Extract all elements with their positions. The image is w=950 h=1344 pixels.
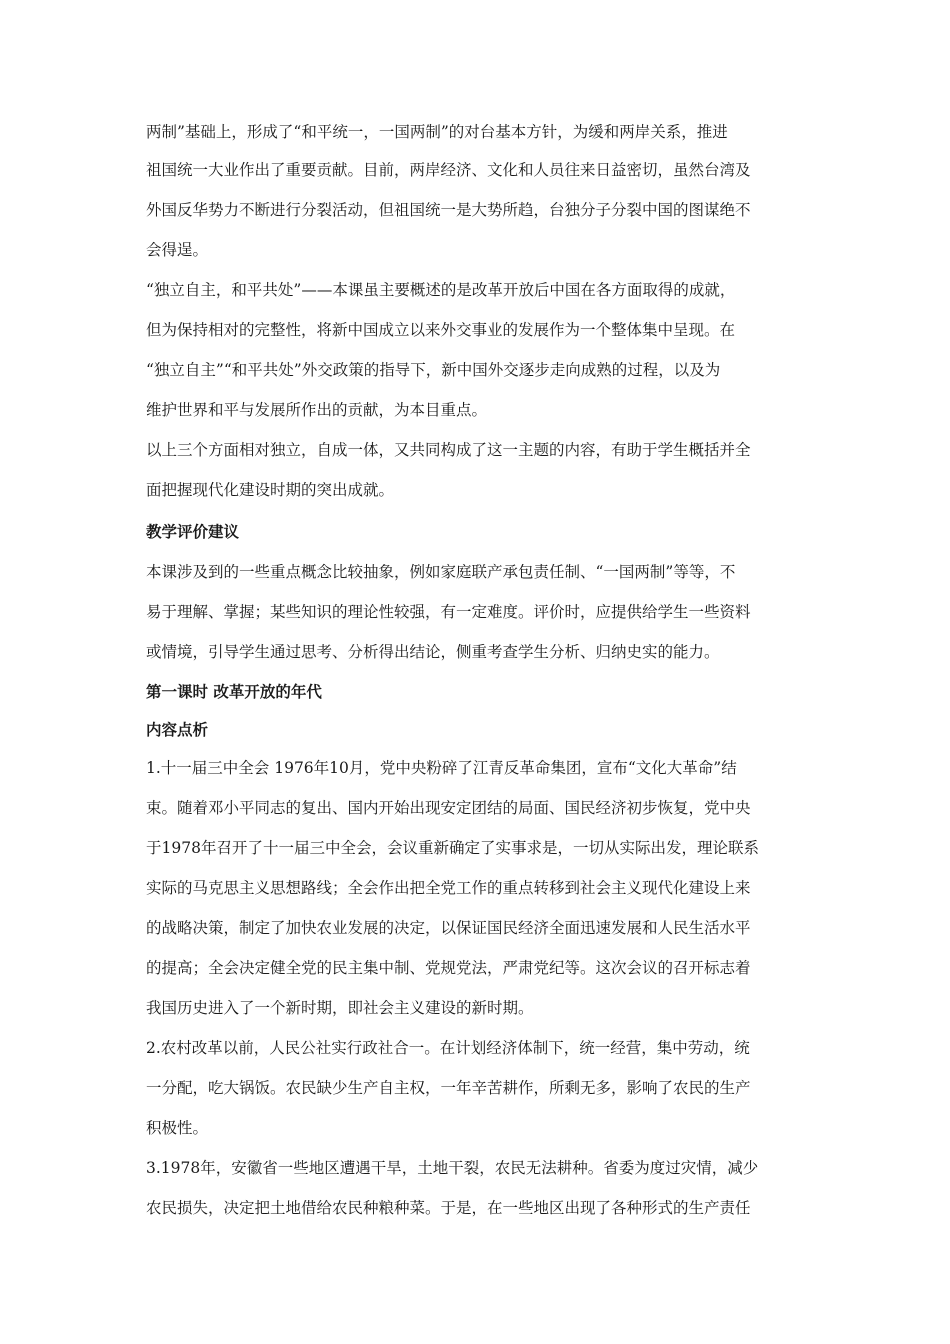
text-line: 积极性。: [146, 1119, 209, 1137]
text-line: 或情境，引导学生通过思考、分析得出结论，侧重考查学生分析、归纳史实的能力。: [146, 643, 720, 661]
section-heading: 教学评价建议: [146, 523, 240, 541]
section-heading: 第一课时 改革开放的年代: [146, 683, 322, 701]
text-line: 的战略决策，制定了加快农业发展的决定，以保证国民经济全面迅速发展和人民生活水平: [146, 919, 751, 937]
text-line: 祖国统一大业作出了重要贡献。目前，两岸经济、文化和人员往来日益密切，虽然台湾及: [146, 161, 751, 179]
text-line: 会得逞。: [146, 241, 209, 259]
text-line: 外国反华势力不断进行分裂活动，但祖国统一是大势所趋，台独分子分裂中国的图谋绝不: [146, 201, 751, 219]
text-line: 一分配，吃大锅饭。农民缺少生产自主权，一年辛苦耕作，所剩无多，影响了农民的生产: [146, 1079, 751, 1097]
text-line: “独立自主，和平共处”——本课虽主要概述的是改革开放后中国在各方面取得的成就，: [146, 281, 736, 299]
text-line: 以上三个方面相对独立，自成一体，又共同构成了这一主题的内容，有助于学生概括并全: [146, 441, 751, 459]
text-line: 本课涉及到的一些重点概念比较抽象，例如家庭联产承包责任制、“一国两制”等等，不: [146, 563, 736, 581]
text-line: 的提高；全会决定健全党的民主集中制、党规党法，严肃党纪等。这次会议的召开标志着: [146, 959, 751, 977]
text-line: 两制”基础上，形成了“和平统一，一国两制”的对台基本方针，为缓和两岸关系，推进: [146, 123, 728, 141]
text-line: 于1978年召开了十一届三中全会，会议重新确定了实事求是，一切从实际出发，理论联系: [146, 839, 759, 857]
text-line: 束。随着邓小平同志的复出、国内开始出现安定团结的局面、国民经济初步恢复，党中央: [146, 799, 751, 817]
text-line: 面把握现代化建设时期的突出成就。: [146, 481, 395, 499]
text-line: 3.1978年，安徽省一些地区遭遇干旱，土地干裂，农民无法耕种。省委为度过灾情，减少: [146, 1159, 759, 1177]
text-line: 实际的马克思主义思想路线；全会作出把全党工作的重点转移到社会主义现代化建设上来: [146, 879, 751, 897]
section-heading: 内容点析: [146, 721, 209, 739]
text-line: 农民损失，决定把土地借给农民种粮种菜。于是，在一些地区出现了各种形式的生产责任: [146, 1199, 751, 1217]
text-line: “独立自主”“和平共处”外交政策的指导下，新中国外交逐步走向成熟的过程，以及为: [146, 361, 721, 379]
text-line: 易于理解、掌握；某些知识的理论性较强，有一定难度。评价时，应提供给学生一些资料: [146, 603, 751, 621]
text-line: 维护世界和平与发展所作出的贡献，为本目重点。: [146, 401, 488, 419]
text-line: 我国历史进入了一个新时期，即社会主义建设的新时期。: [146, 999, 534, 1017]
text-line: 1.十一届三中全会 1976年10月，党中央粉碎了江青反革命集团，宣布“文化大革命”结: [146, 759, 737, 777]
text-line: 但为保持相对的完整性，将新中国成立以来外交事业的发展作为一个整体集中呈现。在: [146, 321, 736, 339]
text-line: 2.农村改革以前，人民公社实行政社合一。在计划经济体制下，统一经营，集中劳动，统: [146, 1039, 750, 1057]
